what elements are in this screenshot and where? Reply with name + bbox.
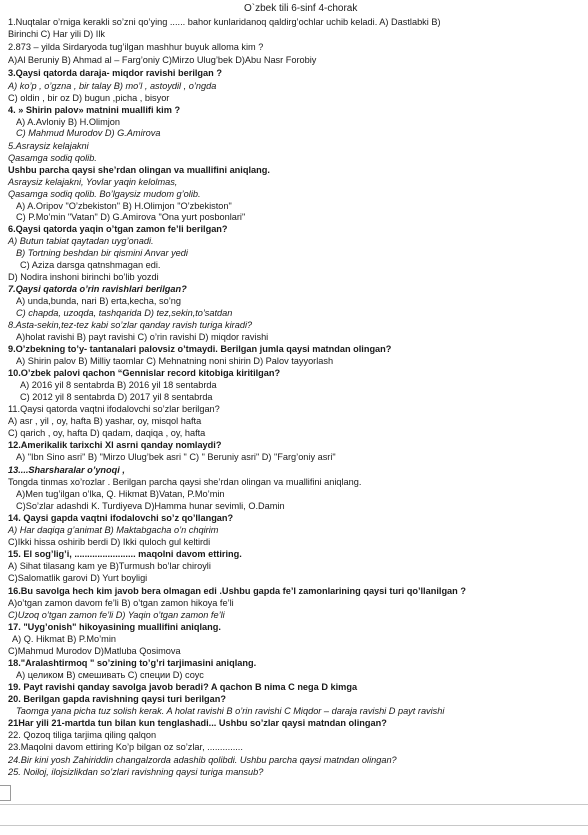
question-18: 18."Aralashtirmoq " so’zining to’g’ri tarjimasini aniqlang. xyxy=(8,658,257,668)
question-11-options-cd: C) qarich , oy, hafta D) qadam, daqiqa , oy, hafta xyxy=(8,428,206,438)
question-5-options-ab: A) A.Oripov "O’zbekiston" B) H.Olimjon "O’zbekiston" xyxy=(16,201,232,211)
question-14: 14. Qaysi gapda vaqtni ifodalovchi so’z qo’llangan? xyxy=(8,513,234,523)
question-15: 15. El sog’lig’i, ........................ maqolni davom ettiring. xyxy=(8,549,242,559)
question-20-sentence: Taomga yana picha tuz solish kerak. A holat ravishi B o’rin ravishi C Miqdor – daraja ravishi D payt ravishi xyxy=(16,706,445,716)
question-16-options-cd: C)Uzoq o’tgan zamon fe’li D) Yaqin o’tgan zamon fe’li xyxy=(8,610,225,620)
question-22: 22. Qozoq tiliga tarjima qiling qalqon xyxy=(8,730,157,740)
question-15-options-cd: C)Salomatlik garovi D) Yurt boyligi xyxy=(8,573,148,583)
question-6-option-d: D) Nodira inshoni birinchi bo’lib yozdi xyxy=(8,272,159,282)
question-7-options-ab: A) unda,bunda, nari B) erta,kecha, so’ng xyxy=(16,296,181,306)
question-20: 20. Berilgan gapda ravishning qaysi turi berilgan? xyxy=(8,694,227,704)
question-5: 5.Asraysiz kelajakni xyxy=(8,141,89,151)
question-16-options-ab: A)o’tgan zamon davom fe’li B) o’tgan zamon hikoya fe’li xyxy=(8,598,234,608)
question-23: 23.Maqolni davom ettiring Ko’p bilgan oz so’zlar, .............. xyxy=(8,742,243,752)
question-7: 7.Qaysi qatorda o’rin ravishlari berilgan? xyxy=(8,284,187,294)
question-11: 11.Qaysi qatorda vaqtni ifodalovchi so’zlar berilgan? xyxy=(8,404,220,414)
question-5-verse: Qasamga sodiq qolib. xyxy=(8,153,97,163)
question-1: 1.Nuqtalar o’rniga kerakli so’zni qo’ying ...... bahor kunlaridanoq qaldirg’ochlar uchib keladi. A) Dastlabki B) xyxy=(8,17,441,27)
question-9-options: A) Shirin palov B) Milliy taomlar C) Mehnatning noni shirin D) Palov tayyorlash xyxy=(16,356,334,366)
question-14-options-cd: C)Ikki hissa oshirib berdi D) Ikki quloch gul keltirdi xyxy=(8,537,211,547)
question-25: 25. Noiloj, iloјsizlikdan so’zlari ravishning qaysi turiga mansub? xyxy=(8,767,264,777)
question-12-options: A) "Ibn Sino asri" B) "Mirzo Ulug’bek asri " C) " Beruniy asri" D) "Farg’oniy asri" xyxy=(16,452,336,462)
paper-edge-mark xyxy=(0,785,11,801)
question-13-prompt: Tongda tinmas xo’rozlar . Berilgan parcha qaysi she’rdan olingan va muallifini aniqlang. xyxy=(8,477,362,487)
question-3-options-cd: C) oldin , bir oz D) bugun ,picha , bisyor xyxy=(8,93,170,103)
question-5-options-cd: C) P.Mo’min "Vatan" D) G.Amirova "Ona yurt posbonlari" xyxy=(16,212,246,222)
question-10: 10.O’zbek palovi qachon “Gennislar record kitobiga kiritilgan? xyxy=(8,368,281,378)
question-2: 2.873 – yilda Sirdaryoda tug’ilgan mashhur buyuk alloma kim ? xyxy=(8,42,264,52)
question-17: 17. "Uyg’onish" hikoyasining muallifini aniqlang. xyxy=(8,622,221,632)
question-1-options: Birinchi C) Har yili D) Ilk xyxy=(8,29,105,39)
question-12: 12.Amerikalik tarixchi Xl asrni qanday nomlaydi? xyxy=(8,440,222,450)
page-title: O`zbek tili 6-sinf 4-chorak xyxy=(244,3,358,14)
question-4-options-ab: A) A.Avloniy B) H.Olimjon xyxy=(16,117,120,127)
question-11-options-ab: A) asr , yil , oy, hafta B) yashar, oy, misqol hafta xyxy=(8,416,202,426)
question-9: 9.O’zbekning to’y- tantanalari palovsiz o’tmaydi. Berilgan jumla qaysi matndan olingan? xyxy=(8,344,392,354)
question-2-options: A)Al Beruniy B) Ahmad al – Farg’oniy C)Mirzo Ulug’bek D)Abu Nasr Forobiy xyxy=(8,55,317,65)
question-6-option-c: C) Aziza darsga qatnshmagan edi. xyxy=(20,260,161,270)
question-4-options-cd: C) Mahmud Murodov D) G.Amirova xyxy=(16,128,161,138)
question-16: 16.Bu savolga hech kim javob bera olmagan edi .Ushbu gapda fe’l zamonlarining qaysi turi qo’llanilgan ? xyxy=(8,586,466,596)
question-5-verse-2: Asraysiz kelajakni, Yovlar yaqin kelolmas, xyxy=(8,177,178,187)
question-3: 3.Qaysi qatorda daraja- miqdor ravishi berilgan ? xyxy=(8,68,222,78)
question-15-options-ab: A) Sihat tilasang kam ye B)Turmush bo’lar chiroyli xyxy=(8,561,211,571)
question-8-options: A)holat ravishi B) payt ravishi C) o’rin ravishi D) miqdor ravishi xyxy=(16,332,269,342)
question-13-options-cd: C)So’zlar adashdi K. Turdiyeva D)Hamma hunar sevimli, O.Damin xyxy=(16,501,285,511)
question-21: 21Har yili 21-martda tun bilan kun tenglashadi... Ushbu so’zlar qaysi matndan olingan? xyxy=(8,718,387,728)
question-6: 6.Qaysi qatorda yaqin o’tgan zamon fe’li berilgan? xyxy=(8,224,228,234)
question-17-options-cd: C)Mahmud Murodov D)Matluba Qosimova xyxy=(8,646,181,656)
question-24: 24.Bir kini yosh Zahiriddin changalzorda adashib qolibdi. Ushbu parcha qaysi matndan olingan? xyxy=(8,755,397,765)
question-3-options-ab: A) ko’p , o’gzna , bir talay B) mo’l , astoydil , o’ngda xyxy=(8,81,217,91)
question-17-options-ab: A) Q. Hikmat B) P.Mo’min xyxy=(12,634,116,644)
question-4: 4. » Shirin palov» matnini muallifi kim ? xyxy=(8,105,181,115)
question-19: 19. Payt ravishi qanday savolga javob beradi? A qachon B nima C nega D kimga xyxy=(8,682,358,692)
question-8: 8.Asta-sekin,tez-tez kabi so’zlar qanday ravish turiga kiradi? xyxy=(8,320,253,330)
question-5-verse-3: Qasamga sodiq qolib. Bo’lgaysiz mudom g’olib. xyxy=(8,189,201,199)
question-6-option-b: B) Tortning beshdan bir qismini Anvar yedi xyxy=(16,248,188,258)
question-6-option-a: A) Butun tabiat qaytadan uyg’onadi. xyxy=(8,236,154,246)
paper-bottom-strip xyxy=(0,804,588,826)
question-7-options-cd: C) chapda, uzoqda, tashqarida D) tez,sekin,to’satdan xyxy=(16,308,233,318)
question-18-options: A) целиком B) смешивать C) специи D) соус xyxy=(16,670,204,680)
question-10-options-ab: A) 2016 yil 8 sentabrda B) 2016 yil 18 sentabrda xyxy=(20,380,217,390)
question-14-options-ab: A) Har daqiqa g’animat B) Maktabgacha o’n chqirim xyxy=(8,525,219,535)
question-10-options-cd: C) 2012 yil 8 sentabrda D) 2017 yil 8 sentabrda xyxy=(20,392,213,402)
question-13-options-ab: A)Men tug’ilgan o’lka, Q. Hikmat B)Vatan, P.Mo’min xyxy=(16,489,225,499)
question-5-prompt: Ushbu parcha qaysi she’rdan olingan va muallifini aniqlang. xyxy=(8,165,270,175)
question-13: 13....Sharsharalar o’ynoqi , xyxy=(8,465,125,475)
